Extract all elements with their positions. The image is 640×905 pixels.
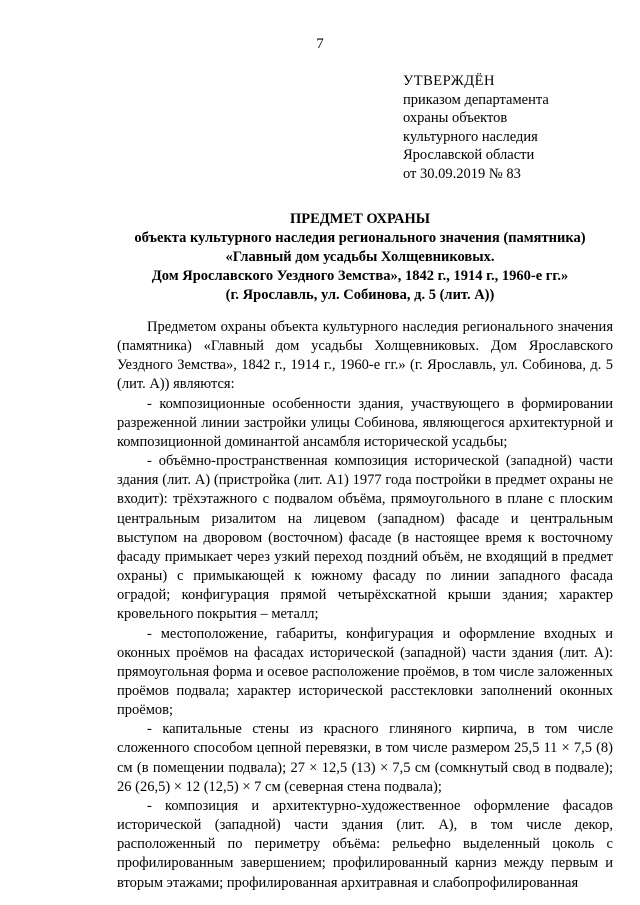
heading-line: Дом Ярославского Уездного Земства», 1842 г., 1914 г., 1960-е гг.» [151, 268, 569, 284]
intro-paragraph: Предметом охраны объекта культурного наследия регионального значения (памятника) «Главный дом усадьбы Холщевниковых. Дом Ярославского Уездного Земства», 1842 г., 1914 г., 1960-е гг.» (г. Ярославль, ул. Собинова, д. 5 (лит. А)) являются: [117, 319, 613, 393]
heading-line: «Главный дом усадьбы Холщевниковых. [225, 249, 495, 265]
list-item: - композиционные особенности здания, участвующего в формировании разреженной линии застройки улицы Собинова, являющегося архитектурной и композиционной доминантой ансамбля исторической усадьбы; [117, 395, 613, 450]
approval-line: Ярославской области [403, 147, 535, 164]
approval-line: охраны объектов [403, 110, 508, 127]
approval-line: культурного наследия [403, 128, 538, 145]
document-body [117, 318, 613, 893]
approval-stamp [403, 72, 623, 184]
approval-date: от 30.09.2019 № 83 [403, 165, 521, 182]
heading-title: ПРЕДМЕТ ОХРАНЫ [289, 211, 431, 227]
approval-title: УТВЕРЖДЁН [403, 73, 495, 89]
page-number: 7 [316, 36, 324, 52]
list-item: - композиция и архитектурно-художественное оформление фасадов исторической (западной) части здания (лит. А), в том числе декор, расположенный по периметру объёма: рельефно выделенный цоколь с профилированным завершением; профилированный карниз между первым и вторым этажами; профилированная архитравная и слабопрофилированная [117, 797, 613, 891]
list-item: - объёмно-пространственная композиция исторической (западной) части здания (лит. А) (пристройка (лит. А1) 1977 года постройки в предмет охраны не входит): трёхэтажного с подвалом объёма, прямоугольного в плане с плоским центральным ризалитом на лицевом (западном) фасаде и центральным выступом на дворовом (восточном) фасаде (в настоящее время к восточному фасаду примыкает через узкий переход поздний объём, не входящий в предмет охраны) с примыкающей к южному фасаду по линии западного фасада оградой; конфигурация прямой четырёхскатной крыши здания; характер кровельного покрытия – металл; [117, 453, 613, 623]
list-item: - капитальные стены из красного глиняного кирпича, в том числе сложенного способом цепной перевязки, в том числе размером 25,5 11 × 7,5 (8) см (в помещении подвала); 27 × 12,5 (13) × 7,5 см (сомкнутый свод в подвале); 26 (26,5) × 12 (12,5) × 7 см (северная стена подвала); [117, 721, 613, 795]
heading-line: объекта культурного наследия регионального значения (памятника) [134, 230, 586, 246]
document-heading [100, 210, 620, 305]
heading-address: (г. Ярославль, ул. Собинова, д. 5 (лит. А)) [225, 287, 495, 303]
approval-line: приказом департамента [403, 91, 549, 108]
list-item: - местоположение, габариты, конфигурация и оформление входных и оконных проёмов на фасадах исторической (западной) части здания (лит. А): прямоугольная форма и осевое расположение проёмов, в том числе заложенных проёмов подвала; характер исторической расстекловки заполнений оконных проёмов; [117, 625, 613, 719]
